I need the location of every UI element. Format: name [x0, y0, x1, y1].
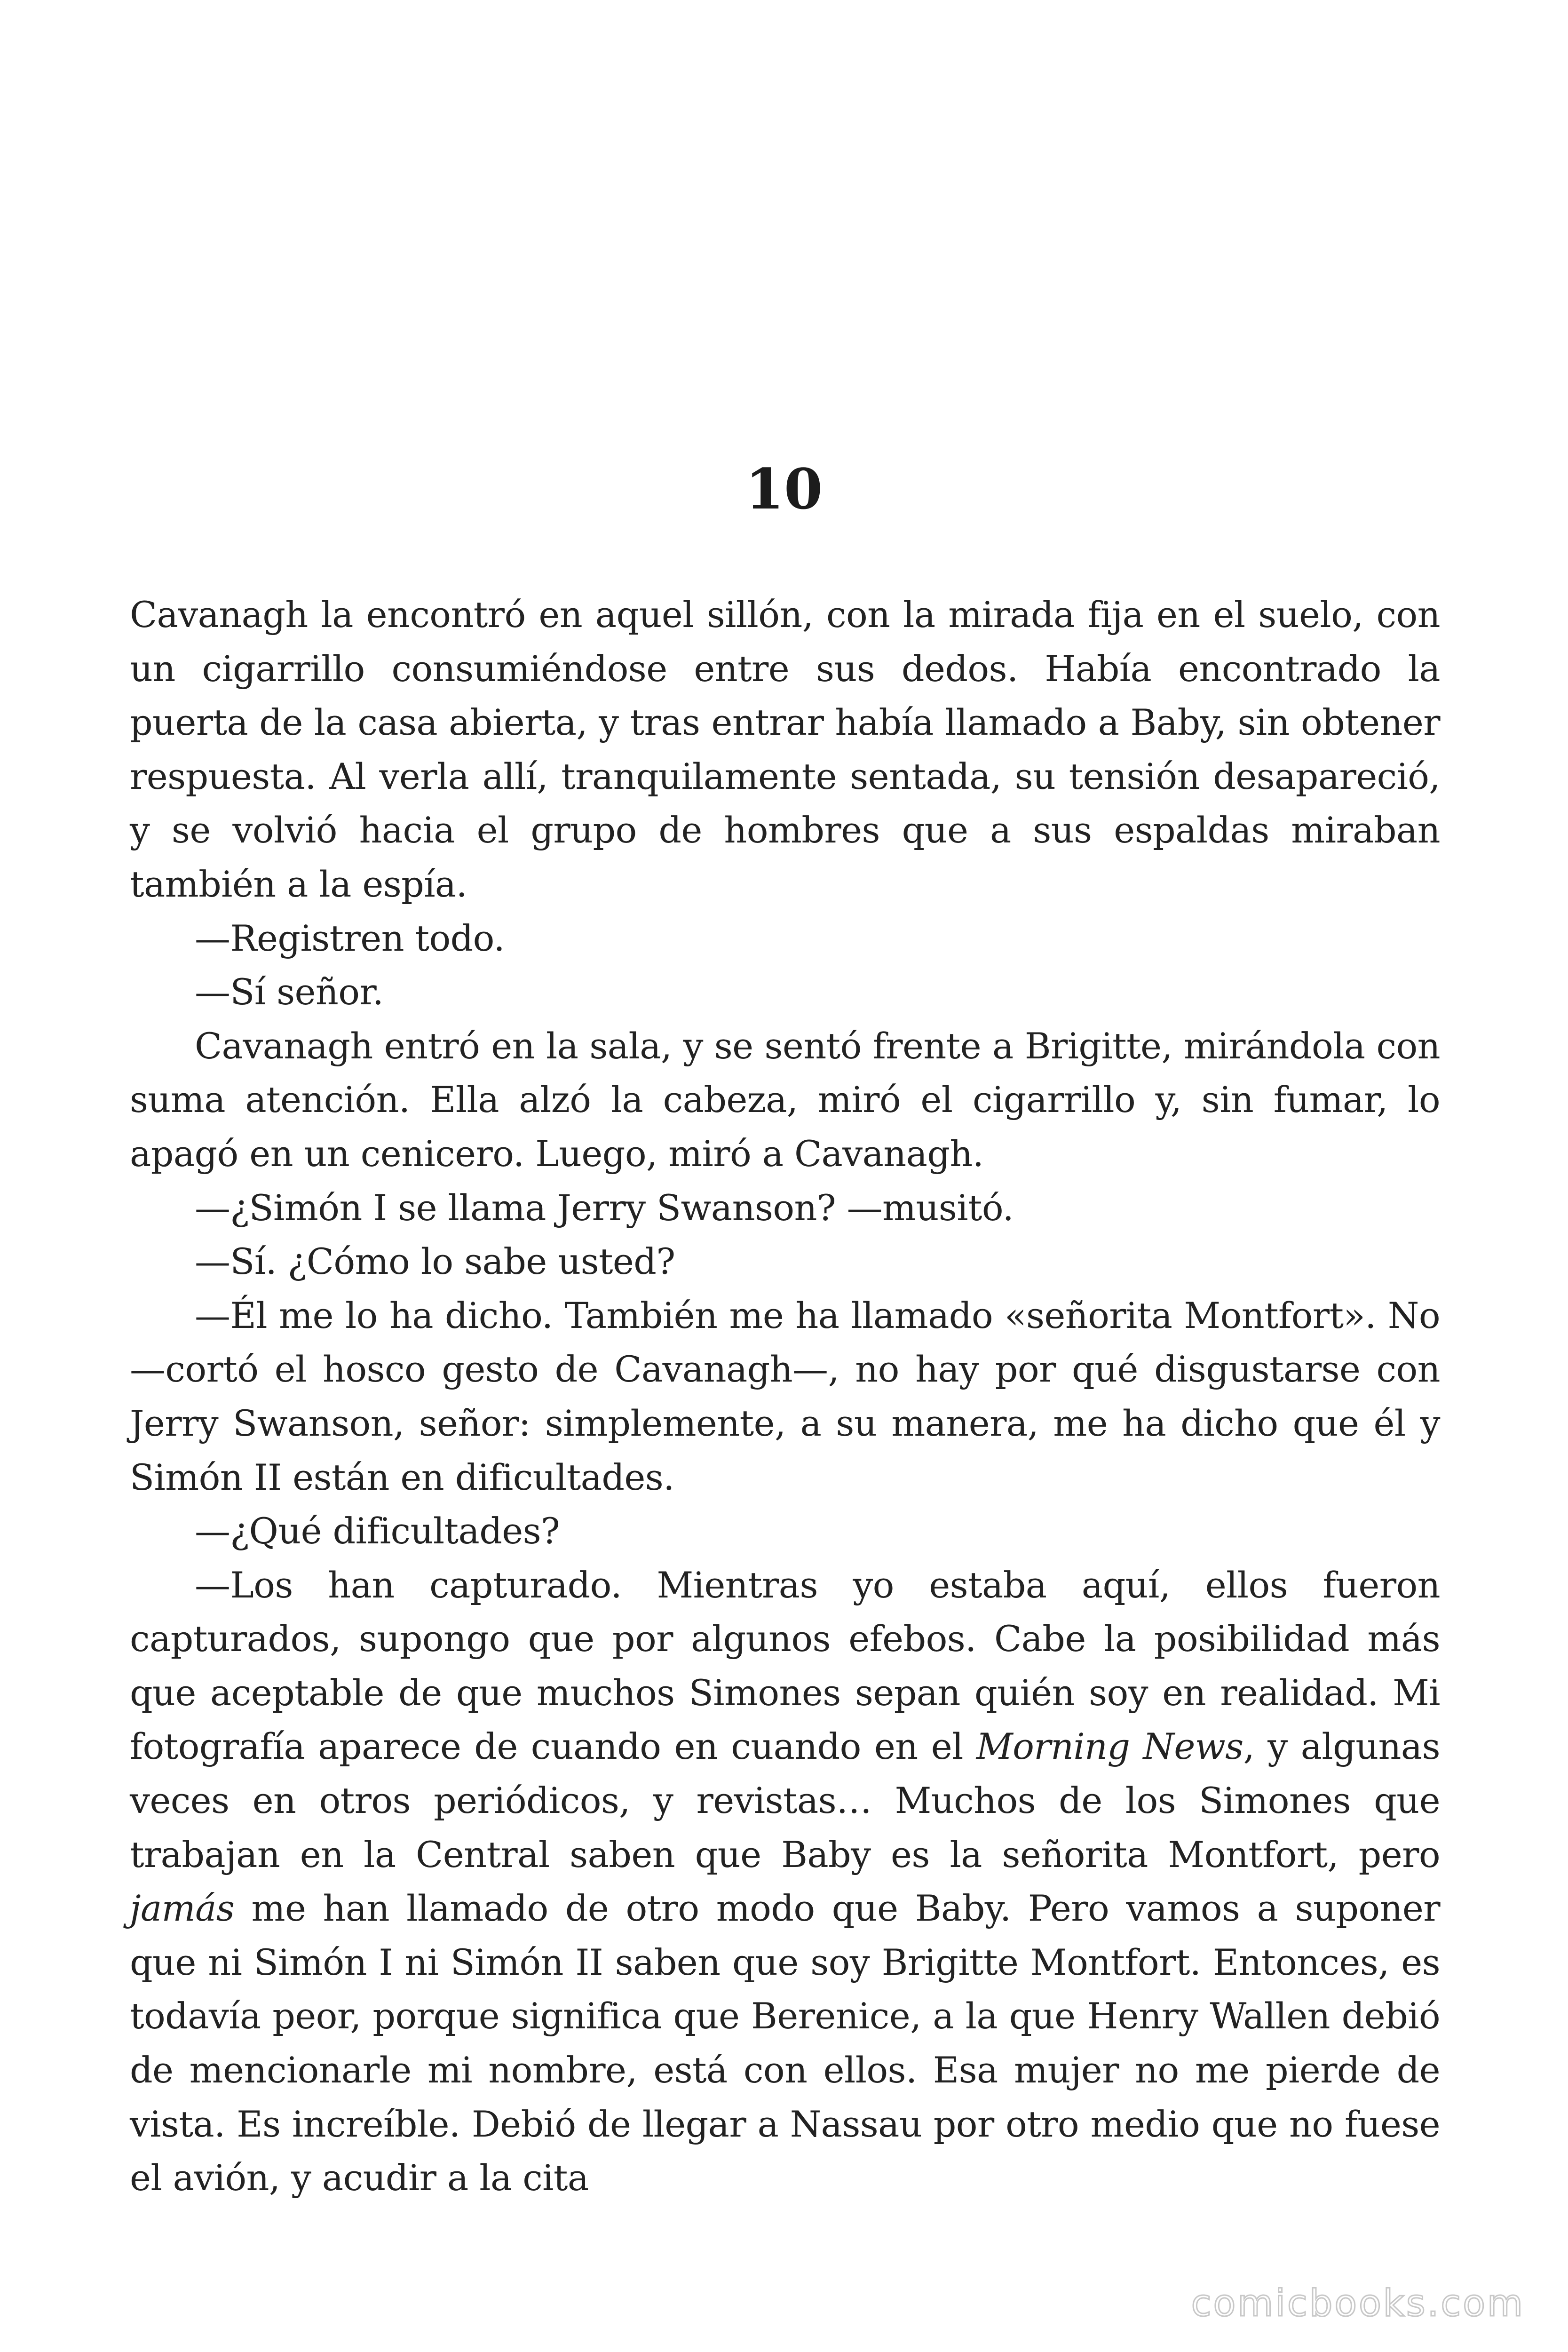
paragraph-9 — [130, 1558, 1440, 2205]
chapter-number: 10 — [745, 456, 823, 522]
paragraph-9-italic-newspaper: Morning News — [976, 1725, 1243, 1768]
paragraph-3: —Sí señor. — [195, 971, 384, 1013]
paragraph-7: —Él me lo ha dicho. También me ha llamado «señorita Montfort». No —cortó el hosco gesto de Cavanagh—, no hay por qué disgustarse con Jerry Swanson, señor: simplemente, a su manera, me ha dicho que él y Simón II están en dificultades. — [130, 1294, 1440, 1498]
paragraph-1: Cavanagh la encontró en aquel sillón, con la mirada fija en el suelo, con un cigarrillo consumiéndose entre sus dedos. Había encontrado la puerta de la casa abierta, y tras entrar había llamado a Baby, sin obtener respuesta. Al verla allí, tranquilamente sentada, su tensión desapareció, y se volvió hacia el grupo de hombres que a sus espaldas miraban también a la espía. — [130, 594, 1440, 905]
chapter-body — [130, 588, 1440, 2205]
paragraph-8: —¿Qué dificultades? — [195, 1510, 560, 1552]
paragraph-9-text-2: , y algunas veces en otros periódicos, y revistas… Muchos de los Simones que trabajan en la Central saben que Baby es la señorita Montfort, pero — [130, 1725, 1440, 1875]
paragraph-2: —Registren todo. — [195, 917, 505, 959]
paragraph-6: —Sí. ¿Cómo lo sabe usted? — [195, 1240, 675, 1283]
paragraph-9-text-3: me han llamado de otro modo que Baby. Pero vamos a suponer que ni Simón I ni Simón II saben que soy Brigitte Montfort. Entonces, es todavía peor, porque significa que Berenice, a la que Henry Wallen debió de mencionarle mi nombre, está con ellos. Esa mujer no me pierde de vista. Es increíble. Debió de llegar a Nassau por otro medio que no fuese el avión, y acudir a la cita — [130, 1887, 1440, 2199]
paragraph-4: Cavanagh entró en la sala, y se sentó frente a Brigitte, mirándola con suma atención. Ella alzó la cabeza, miró el cigarrillo y, sin fumar, lo apagó en un cenicero. Luego, miró a Cavanagh. — [130, 1025, 1440, 1175]
paragraph-9-text-1: —Los han capturado. Mientras yo estaba aquí, ellos fueron capturados, supongo que por algunos efebos. Cabe la posibilidad más que aceptable de que muchos Simones sepan quién soy en realidad. Mi fotografía aparece de cuando en cuando en el — [130, 1564, 1440, 1768]
paragraph-5: —¿Simón I se llama Jerry Swanson? —musitó. — [195, 1186, 1014, 1229]
watermark-logo: comicbooks.com — [1191, 2282, 1525, 2325]
paragraph-9-italic-emphasis: jamás — [130, 1887, 235, 1930]
